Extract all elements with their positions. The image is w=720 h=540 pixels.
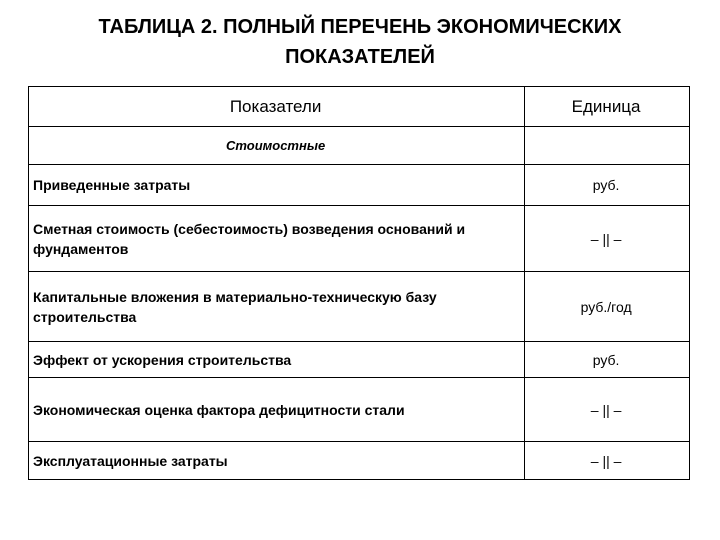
row-unit: руб./год [525, 272, 690, 342]
table-row [29, 378, 690, 442]
title-line-2: ПОКАЗАТЕЛЕЙ [285, 46, 435, 68]
row-unit: – || – [525, 442, 690, 480]
row-name: Приведенные затраты [29, 165, 525, 206]
page-title [0, 12, 720, 72]
header-unit: Единица [525, 87, 690, 127]
indicators-table [28, 86, 690, 480]
category-unit-cell [525, 127, 690, 165]
category-row [29, 127, 690, 165]
row-name: Сметная стоимость (себестоимость) возведения оснований и фундаментов [29, 206, 525, 272]
row-unit: руб. [525, 342, 690, 378]
row-name: Экономическая оценка фактора дефицитности стали [29, 378, 525, 442]
row-unit: – || – [525, 206, 690, 272]
row-unit: – || – [525, 378, 690, 442]
title-line-1: ТАБЛИЦА 2. ПОЛНЫЙ ПЕРЕЧЕНЬ ЭКОНОМИЧЕСКИХ [98, 16, 622, 38]
header-indicators: Показатели [29, 87, 525, 127]
table-row [29, 342, 690, 378]
table-row [29, 272, 690, 342]
table-row [29, 442, 690, 480]
table-row [29, 165, 690, 206]
category-label: Стоимостные [29, 127, 525, 165]
row-unit: руб. [525, 165, 690, 206]
row-name: Эксплуатационные затраты [29, 442, 525, 480]
table-header-row [29, 87, 690, 127]
table-row [29, 206, 690, 272]
row-name: Эффект от ускорения строительства [29, 342, 525, 378]
row-name: Капитальные вложения в материально-техническую базу строительства [29, 272, 525, 342]
